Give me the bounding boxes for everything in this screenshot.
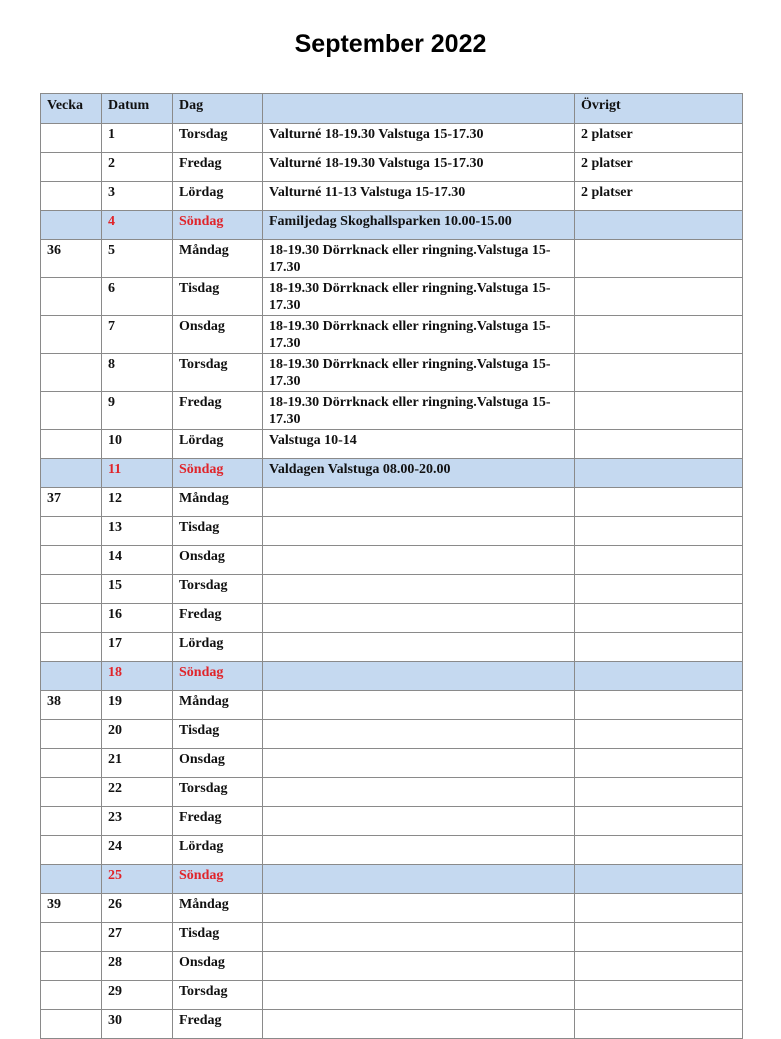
cell-ovrigt <box>575 836 743 865</box>
cell-dag: Måndag <box>173 691 263 720</box>
table-row <box>41 749 743 778</box>
cell-activity <box>263 691 575 720</box>
cell-activity <box>263 778 575 807</box>
cell-vecka <box>41 124 102 153</box>
cell-dag: Onsdag <box>173 316 263 354</box>
cell-dag: Måndag <box>173 240 263 278</box>
cell-vecka <box>41 211 102 240</box>
cell-ovrigt <box>575 604 743 633</box>
cell-activity <box>263 720 575 749</box>
cell-dag: Måndag <box>173 488 263 517</box>
cell-vecka <box>41 575 102 604</box>
cell-ovrigt <box>575 459 743 488</box>
cell-dag: Lördag <box>173 836 263 865</box>
cell-dag: Söndag <box>173 459 263 488</box>
cell-datum: 25 <box>102 865 173 894</box>
cell-dag: Onsdag <box>173 952 263 981</box>
cell-datum: 28 <box>102 952 173 981</box>
cell-dag: Söndag <box>173 865 263 894</box>
cell-activity <box>263 981 575 1010</box>
cell-datum: 10 <box>102 430 173 459</box>
cell-datum: 30 <box>102 1010 173 1039</box>
cell-ovrigt <box>575 952 743 981</box>
header-vecka: Vecka <box>41 94 102 124</box>
cell-dag: Fredag <box>173 604 263 633</box>
table-row <box>41 240 743 278</box>
table-row <box>41 546 743 575</box>
cell-vecka <box>41 836 102 865</box>
cell-datum: 22 <box>102 778 173 807</box>
cell-activity: Valstuga 10-14 <box>263 430 575 459</box>
cell-dag: Måndag <box>173 894 263 923</box>
cell-datum: 8 <box>102 354 173 392</box>
cell-ovrigt <box>575 278 743 316</box>
cell-dag: Onsdag <box>173 546 263 575</box>
table-row <box>41 211 743 240</box>
cell-dag: Torsdag <box>173 575 263 604</box>
cell-datum: 12 <box>102 488 173 517</box>
cell-vecka <box>41 604 102 633</box>
cell-datum: 3 <box>102 182 173 211</box>
cell-vecka <box>41 392 102 430</box>
cell-activity: 18-19.30 Dörrknack eller ringning.Valstuga 15-17.30 <box>263 392 575 430</box>
cell-vecka <box>41 354 102 392</box>
cell-ovrigt <box>575 211 743 240</box>
cell-vecka <box>41 316 102 354</box>
table-row <box>41 604 743 633</box>
cell-datum: 6 <box>102 278 173 316</box>
table-row <box>41 836 743 865</box>
table-row <box>41 182 743 211</box>
cell-vecka <box>41 278 102 316</box>
cell-dag: Tisdag <box>173 923 263 952</box>
cell-activity <box>263 1010 575 1039</box>
cell-ovrigt <box>575 392 743 430</box>
cell-activity <box>263 633 575 662</box>
cell-vecka <box>41 459 102 488</box>
cell-ovrigt <box>575 575 743 604</box>
cell-datum: 18 <box>102 662 173 691</box>
cell-datum: 19 <box>102 691 173 720</box>
cell-dag: Söndag <box>173 662 263 691</box>
table-row <box>41 691 743 720</box>
cell-activity <box>263 807 575 836</box>
cell-vecka <box>41 923 102 952</box>
table-row <box>41 662 743 691</box>
cell-datum: 24 <box>102 836 173 865</box>
cell-activity: Valturné 18-19.30 Valstuga 15-17.30 <box>263 124 575 153</box>
cell-ovrigt <box>575 633 743 662</box>
cell-vecka <box>41 720 102 749</box>
cell-activity <box>263 923 575 952</box>
cell-vecka: 36 <box>41 240 102 278</box>
cell-ovrigt <box>575 981 743 1010</box>
cell-vecka <box>41 1010 102 1039</box>
cell-ovrigt <box>575 865 743 894</box>
cell-datum: 17 <box>102 633 173 662</box>
table-row <box>41 575 743 604</box>
header-row <box>41 94 743 124</box>
cell-vecka <box>41 807 102 836</box>
cell-dag: Lördag <box>173 182 263 211</box>
table-row <box>41 981 743 1010</box>
cell-dag: Fredag <box>173 807 263 836</box>
table-row <box>41 894 743 923</box>
table-row <box>41 459 743 488</box>
table-row <box>41 1010 743 1039</box>
cell-vecka <box>41 865 102 894</box>
cell-ovrigt <box>575 488 743 517</box>
page-title: September 2022 <box>294 30 487 58</box>
cell-dag: Tisdag <box>173 278 263 316</box>
cell-vecka <box>41 430 102 459</box>
cell-activity: Valturné 18-19.30 Valstuga 15-17.30 <box>263 153 575 182</box>
table-row <box>41 153 743 182</box>
table-row <box>41 807 743 836</box>
cell-vecka: 37 <box>41 488 102 517</box>
cell-datum: 26 <box>102 894 173 923</box>
cell-datum: 15 <box>102 575 173 604</box>
cell-dag: Torsdag <box>173 981 263 1010</box>
cell-datum: 2 <box>102 153 173 182</box>
cell-activity: 18-19.30 Dörrknack eller ringning.Valstuga 15-17.30 <box>263 316 575 354</box>
table-row <box>41 392 743 430</box>
cell-vecka <box>41 517 102 546</box>
table-row <box>41 923 743 952</box>
cell-ovrigt <box>575 720 743 749</box>
table-row <box>41 952 743 981</box>
header-activity <box>263 94 575 124</box>
table-row <box>41 865 743 894</box>
cell-ovrigt <box>575 240 743 278</box>
cell-vecka <box>41 633 102 662</box>
cell-activity: Valdagen Valstuga 08.00-20.00 <box>263 459 575 488</box>
cell-activity <box>263 575 575 604</box>
cell-vecka <box>41 662 102 691</box>
cell-activity <box>263 546 575 575</box>
cell-vecka <box>41 778 102 807</box>
cell-vecka <box>41 546 102 575</box>
cell-activity <box>263 604 575 633</box>
cell-datum: 27 <box>102 923 173 952</box>
cell-dag: Fredag <box>173 392 263 430</box>
cell-ovrigt <box>575 691 743 720</box>
cell-dag: Tisdag <box>173 720 263 749</box>
cell-activity: Familjedag Skoghallsparken 10.00-15.00 <box>263 211 575 240</box>
table-row <box>41 517 743 546</box>
cell-ovrigt <box>575 749 743 778</box>
cell-datum: 5 <box>102 240 173 278</box>
cell-ovrigt: 2 platser <box>575 153 743 182</box>
cell-activity <box>263 662 575 691</box>
cell-datum: 11 <box>102 459 173 488</box>
cell-datum: 20 <box>102 720 173 749</box>
cell-ovrigt <box>575 517 743 546</box>
cell-datum: 29 <box>102 981 173 1010</box>
cell-ovrigt <box>575 546 743 575</box>
cell-activity <box>263 749 575 778</box>
cell-dag: Fredag <box>173 153 263 182</box>
cell-activity: Valturné 11-13 Valstuga 15-17.30 <box>263 182 575 211</box>
cell-activity <box>263 517 575 546</box>
cell-vecka: 39 <box>41 894 102 923</box>
table-row <box>41 124 743 153</box>
schedule-table <box>40 93 743 1039</box>
cell-dag: Fredag <box>173 1010 263 1039</box>
cell-vecka: 38 <box>41 691 102 720</box>
cell-activity: 18-19.30 Dörrknack eller ringning.Valstuga 15-17.30 <box>263 240 575 278</box>
cell-ovrigt <box>575 923 743 952</box>
cell-ovrigt <box>575 430 743 459</box>
cell-dag: Torsdag <box>173 124 263 153</box>
cell-ovrigt <box>575 894 743 923</box>
cell-activity <box>263 836 575 865</box>
cell-activity: 18-19.30 Dörrknack eller ringning.Valstuga 15-17.30 <box>263 354 575 392</box>
cell-dag: Söndag <box>173 211 263 240</box>
cell-vecka <box>41 749 102 778</box>
cell-datum: 4 <box>102 211 173 240</box>
cell-ovrigt: 2 platser <box>575 182 743 211</box>
header-datum: Datum <box>102 94 173 124</box>
table-row <box>41 633 743 662</box>
cell-vecka <box>41 153 102 182</box>
table-row <box>41 278 743 316</box>
cell-datum: 13 <box>102 517 173 546</box>
cell-datum: 14 <box>102 546 173 575</box>
cell-datum: 16 <box>102 604 173 633</box>
header-dag: Dag <box>173 94 263 124</box>
table-row <box>41 430 743 459</box>
cell-datum: 1 <box>102 124 173 153</box>
cell-activity <box>263 488 575 517</box>
header-ovrigt: Övrigt <box>575 94 743 124</box>
cell-ovrigt <box>575 1010 743 1039</box>
cell-ovrigt: 2 platser <box>575 124 743 153</box>
cell-dag: Lördag <box>173 633 263 662</box>
cell-ovrigt <box>575 778 743 807</box>
cell-dag: Tisdag <box>173 517 263 546</box>
cell-activity <box>263 894 575 923</box>
cell-ovrigt <box>575 662 743 691</box>
cell-vecka <box>41 952 102 981</box>
table-row <box>41 488 743 517</box>
cell-vecka <box>41 182 102 211</box>
cell-dag: Onsdag <box>173 749 263 778</box>
cell-activity <box>263 865 575 894</box>
cell-datum: 9 <box>102 392 173 430</box>
table-row <box>41 316 743 354</box>
cell-ovrigt <box>575 354 743 392</box>
cell-dag: Lördag <box>173 430 263 459</box>
cell-ovrigt <box>575 316 743 354</box>
cell-datum: 23 <box>102 807 173 836</box>
cell-datum: 7 <box>102 316 173 354</box>
table-row <box>41 720 743 749</box>
cell-datum: 21 <box>102 749 173 778</box>
cell-dag: Torsdag <box>173 354 263 392</box>
cell-activity <box>263 952 575 981</box>
table-row <box>41 354 743 392</box>
table-row <box>41 778 743 807</box>
cell-ovrigt <box>575 807 743 836</box>
schedule-body <box>41 124 743 1039</box>
cell-activity: 18-19.30 Dörrknack eller ringning.Valstuga 15-17.30 <box>263 278 575 316</box>
cell-vecka <box>41 981 102 1010</box>
cell-dag: Torsdag <box>173 778 263 807</box>
